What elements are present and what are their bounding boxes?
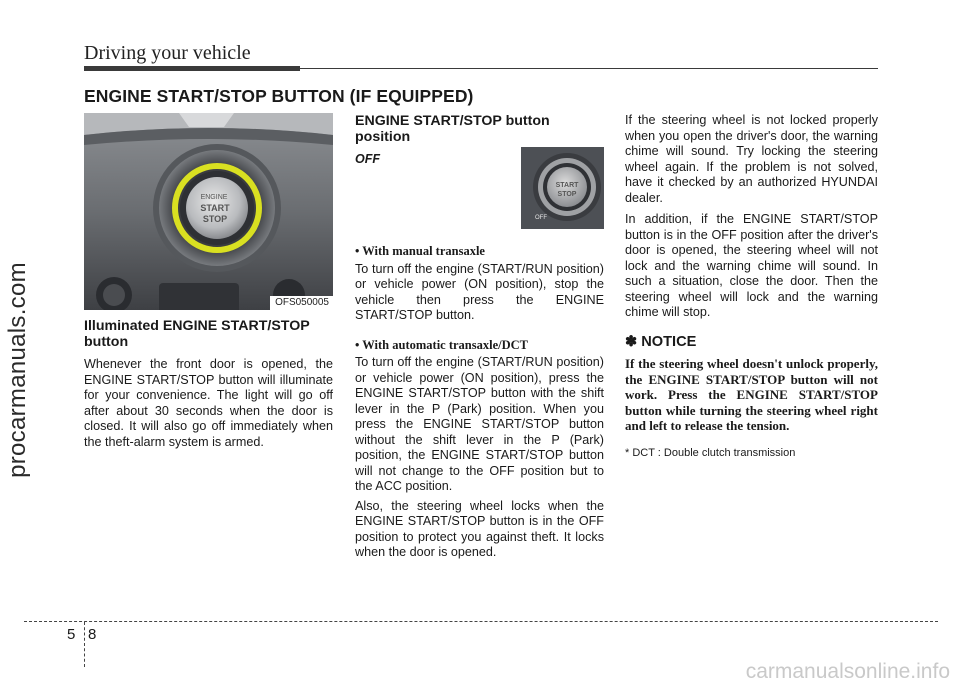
illuminated-button-text: Whenever the front door is opened, the ENGINE START/STOP button will illuminate for your convenience. The light will go off after about 30 seconds when the door is closed. It will also go off immediately when the theft-alarm system is armed. — [84, 357, 333, 449]
position-off-label: OFF — [355, 152, 380, 166]
thumb-text-start: START — [555, 182, 579, 189]
steering-lock-text: Also, the steering wheel locks when the ENGINE START/STOP button is in the OFF position to protect you against theft. It locks when the door is opened. — [355, 498, 604, 559]
thumb-text-stop: STOP — [557, 191, 577, 198]
automatic-transaxle-text: To turn off the engine (START/RUN position) or vehicle power (ON position), press the ENGINE START/STOP button with the shift lever in the P (Park) position. When you press the ENGINE START/STOP button without the shift lever in the P (Park) position, the ENGINE START/STOP button will not change to the OFF position but to the ACC position. — [355, 355, 604, 493]
button-text-engine: ENGINE — [200, 194, 228, 201]
off-position-chime-text: In addition, if the ENGINE START/STOP button is in the OFF position after the driver's door is opened, the steering wheel will not lock and the warning chime will sound. In such a situation, close the door. Then the steering wheel will lock and the warning chime will stop. — [625, 212, 878, 319]
notice-title: NOTICE — [641, 333, 697, 350]
header-rule — [300, 68, 878, 69]
column-3 — [625, 113, 878, 461]
watermark-left: procarmanuals.com — [4, 262, 31, 478]
footer-divider — [84, 622, 85, 667]
header-title: Driving your vehicle — [84, 42, 251, 64]
notice-icon: ✽ — [625, 333, 638, 350]
dct-footnote: * DCT : Double clutch transmission — [625, 446, 796, 459]
illuminated-button-heading: Illuminated ENGINE START/STOP button — [84, 318, 310, 350]
off-position-thumbnail — [521, 147, 604, 229]
chapter-number: 5 — [67, 626, 76, 643]
engine-button-figure — [84, 113, 333, 310]
button-text-start: START — [200, 203, 230, 213]
watermark-bottom: carmanualsonline.info — [745, 660, 950, 683]
header-bar — [84, 66, 300, 71]
notice-text: If the steering wheel doesn't unlock properly, the ENGINE START/STOP button will not work. Press the ENGINE START/STOP button while turning the steering wheel right and left to release the tension. — [625, 356, 878, 433]
footer-rule — [24, 621, 938, 622]
button-text-stop: STOP — [202, 214, 228, 224]
notice-heading — [625, 335, 878, 351]
manual-transaxle-text: To turn off the engine (START/RUN position) or vehicle power (ON position), stop the vehicle then press the ENGINE START/STOP button. — [355, 261, 604, 322]
engine-button-illustration — [84, 113, 333, 310]
steering-unlock-text: If the steering wheel is not locked properly when you open the driver's door, the warning chime will sound. Try locking the steering wheel again. If the problem is not solved, have it checked by an authorized HYUNDAI dealer. — [625, 113, 878, 205]
page-number: 8 — [88, 626, 97, 643]
manual-transaxle-heading: • With manual transaxle — [355, 244, 485, 258]
figure-code: OFS050005 — [270, 296, 333, 310]
thumb-off-label: OFF — [535, 215, 547, 221]
column-1 — [84, 318, 333, 454]
section-title: ENGINE START/STOP BUTTON (IF EQUIPPED) — [84, 86, 474, 106]
off-position-illustration — [521, 147, 604, 229]
button-position-heading: ENGINE START/STOP button position — [355, 113, 550, 145]
automatic-transaxle-heading: • With automatic transaxle/DCT — [355, 337, 529, 352]
